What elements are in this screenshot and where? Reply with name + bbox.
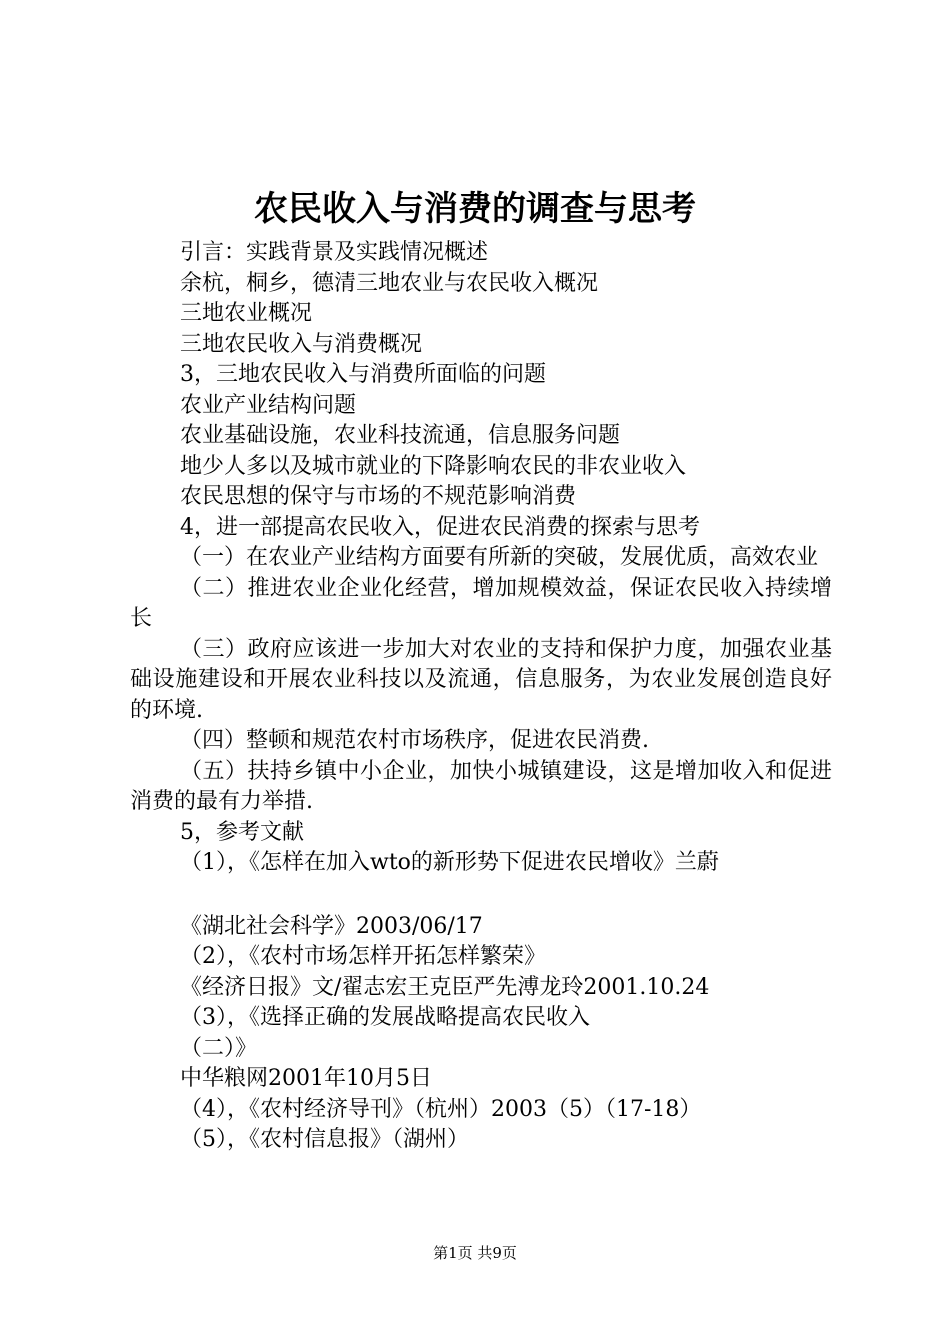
blank-line xyxy=(130,879,832,912)
reference-item: 《湖北社会科学》2003/06/17 xyxy=(180,913,483,939)
references-heading: 5，参考文献 xyxy=(180,819,304,845)
reference-item: 《经济日报》文/翟志宏王克臣严先溥龙玲2001.10.24 xyxy=(180,974,710,1000)
outline-item: 3，三地农民收入与消费所面临的问题 xyxy=(180,362,546,387)
document-body xyxy=(130,238,832,1156)
body-paragraph: （三）政府应该进一步加大对农业的支持和保护力度，加强农业基础设施建设和开展农业科技以及流通，信息服务，为农业发展创造良好的环境. xyxy=(130,636,832,723)
outline-item: 三地农业概况 xyxy=(180,301,313,326)
outline-item: 农业产业结构问题 xyxy=(180,392,357,418)
reference-item: （3），《选择正确的发展战略提高农民收入 xyxy=(180,1005,590,1030)
body-paragraph: （五）扶持乡镇中小企业，加快小城镇建设，这是增加收入和促进消费的最有力举措. xyxy=(130,758,832,814)
reference-item: （5），《农村信息报》（湖州） xyxy=(180,1127,469,1152)
reference-item: （2），《农村市场怎样开拓怎样繁荣》 xyxy=(180,944,546,969)
reference-item: （二）》 xyxy=(180,1035,258,1061)
reference-item: 中华粮网2001年10月5日 xyxy=(180,1066,432,1091)
outline-item: 农民思想的保守与市场的不规范影响消费 xyxy=(180,484,577,509)
body-paragraph: （四）整顿和规范农村市场秩序，促进农民消费. xyxy=(180,728,649,753)
outline-item: 引言：实践背景及实践情况概述 xyxy=(180,240,489,265)
outline-item: 三地农民收入与消费概况 xyxy=(180,331,423,357)
outline-item: 余杭，桐乡，德清三地农业与农民收入概况 xyxy=(180,270,599,296)
body-paragraph: （一）在农业产业结构方面要有所新的突破，发展优质，高效农业 xyxy=(180,545,819,570)
reference-item: （4），《农村经济导刊》（杭州）2003（5）（17-18） xyxy=(180,1096,702,1122)
outline-item: 4，进一部提高农民收入，促进农民消费的探索与思考 xyxy=(180,514,700,540)
document-title: 农民收入与消费的调查与思考 xyxy=(254,189,696,229)
outline-item: 农业基础设施，农业科技流通，信息服务问题 xyxy=(180,423,621,448)
outline-item: 地少人多以及城市就业的下降影响农民的非农业收入 xyxy=(180,453,687,479)
body-paragraph: （二）推进农业企业化经营，增加规模效益，保证农民收入持续增长 xyxy=(130,575,832,631)
reference-item: （1），《怎样在加入wto的新形势下促进农民增收》兰蔚 xyxy=(180,850,719,875)
page-number-footer: 第1页 共9页 xyxy=(433,1244,517,1262)
